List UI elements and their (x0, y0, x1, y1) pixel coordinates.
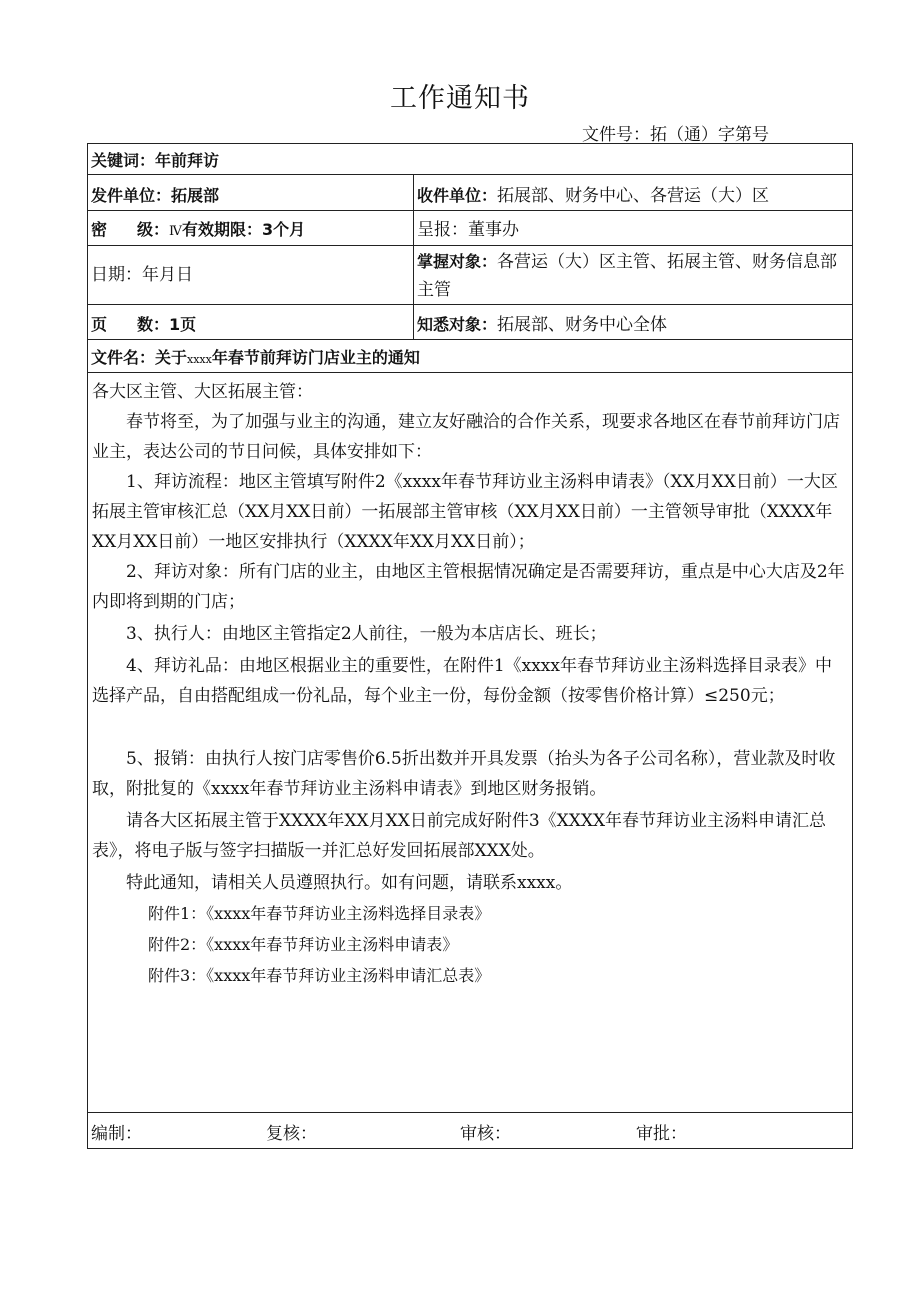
column-divider (413, 174, 414, 340)
keywords-field (91, 147, 219, 175)
item-5-paragraph: 5、报销：由执行人按门店零售价6.5折出数并开具发票（抬头为各子公司名称），营业款及时收取，附批复的《xxxx年春节拜访业主汤料申请表》到地区财务报销。 (92, 749, 836, 799)
grasp-label: 掌握对象： (417, 252, 498, 271)
attachment-2: 附件2：《xxxx年春节拜访业主汤料申请表》 (148, 935, 459, 954)
footer-edit: 编制： (91, 1124, 142, 1144)
sender-field (91, 182, 219, 210)
filename-label: 文件名：关于 (91, 348, 188, 367)
footer-audit: 审核： (460, 1124, 511, 1144)
page-title: 工作通知书 (390, 83, 530, 114)
secrecy-label-a: 密 (91, 220, 108, 239)
sender-value: 拓展部 (171, 186, 220, 205)
notice-paragraph: 特此通知，请相关人员遵照执行。如有问题，请联系xxxx。 (126, 873, 573, 893)
intro-paragraph: 春节将至，为了加强与业主的沟通，建立友好融洽的合作关系，现要求各地区在春节前拜访门店业主，表达公司的节日问候，具体安排如下： (92, 412, 840, 462)
secrecy-field (91, 216, 305, 246)
row-divider (88, 1112, 852, 1113)
row-divider (88, 210, 852, 211)
document-number: 文件号：拓（通）字第号 (582, 125, 769, 145)
attachment-1: 附件1：《xxxx年春节拜访业主汤料选择目录表》 (148, 904, 491, 923)
item-2-paragraph: 2、拜访对象：所有门店的业主，由地区主管根据情况确定是否需要拜访，重点是中心大店及2年内即将到期的门店； (92, 562, 845, 612)
grasp-field (417, 248, 847, 304)
validity-label: 有效期限： (182, 220, 263, 239)
secrecy-label-b: 级： (137, 220, 170, 239)
know-field (417, 311, 667, 339)
know-value: 拓展部、财务中心全体 (497, 315, 668, 335)
secrecy-value: Ⅳ (169, 224, 183, 239)
pages-label-b: 数： (137, 315, 170, 334)
validity-value: 3个月 (262, 220, 306, 239)
grasp-value: 各营运（大）区主管、拓展主管、财务信息部主管 (417, 252, 838, 300)
know-label: 知悉对象： (417, 315, 498, 334)
footer-approve: 审批： (636, 1124, 687, 1144)
row-divider (88, 339, 852, 340)
pages-value: 1页 (169, 315, 197, 334)
sender-label: 发件单位： (91, 186, 172, 205)
item-3-paragraph: 3、执行人：由地区主管指定2人前往，一般为本店店长、班长； (126, 624, 607, 644)
receiver-field (417, 182, 769, 210)
receiver-value: 拓展部、财务中心、各营运（大）区 (497, 186, 770, 206)
item-1-paragraph: 1、拜访流程：地区主管填写附件2《xxxx年春节拜访业主汤料申请表》（XX月XX日前）一大区拓展主管审核汇总（XX月XX日前）一拓展部主管审核（XX月XX日前）一主管领导审批（XXXX年XX月XX日前）一地区安排执行（XXXX年XX月XX日前）； (92, 472, 838, 552)
receiver-label: 收件单位： (417, 186, 498, 205)
notice-form-table (87, 143, 853, 1149)
keywords-value: 年前拜访 (155, 151, 220, 170)
pages-label-a: 页 (91, 315, 108, 334)
attachment-3: 附件3：《xxxx年春节拜访业主汤料申请汇总表》 (148, 966, 491, 985)
pages-field (91, 311, 196, 339)
keywords-label: 关键词： (91, 151, 156, 170)
item-4-paragraph: 4、拜访礼品：由地区根据业主的重要性，在附件1《xxxx年春节拜访业主汤料选择目录表》中选择产品，自由搭配组成一份礼品，每个业主一份，每份金额（按零售价格计算）≤250元； (92, 656, 832, 706)
footer-recheck: 复核： (266, 1124, 317, 1144)
request-paragraph: 请各大区拓展主管于XXXX年XX月XX日前完成好附件3《XXXX年春节拜访业主汤料申请汇总表》，将电子版与签字扫描版一并汇总好发回拓展部XXX处。 (92, 811, 827, 861)
row-divider (88, 304, 852, 305)
salutation: 各大区主管、大区拓展主管： (92, 382, 313, 402)
filename-rest: 年春节前拜访门店业主的通知 (211, 348, 420, 367)
filename-xxxx: xxxx (187, 353, 212, 366)
date-field: 日期：年月日 (91, 265, 193, 285)
report-to-field: 呈报：董事办 (417, 220, 519, 240)
filename-field (91, 344, 420, 374)
